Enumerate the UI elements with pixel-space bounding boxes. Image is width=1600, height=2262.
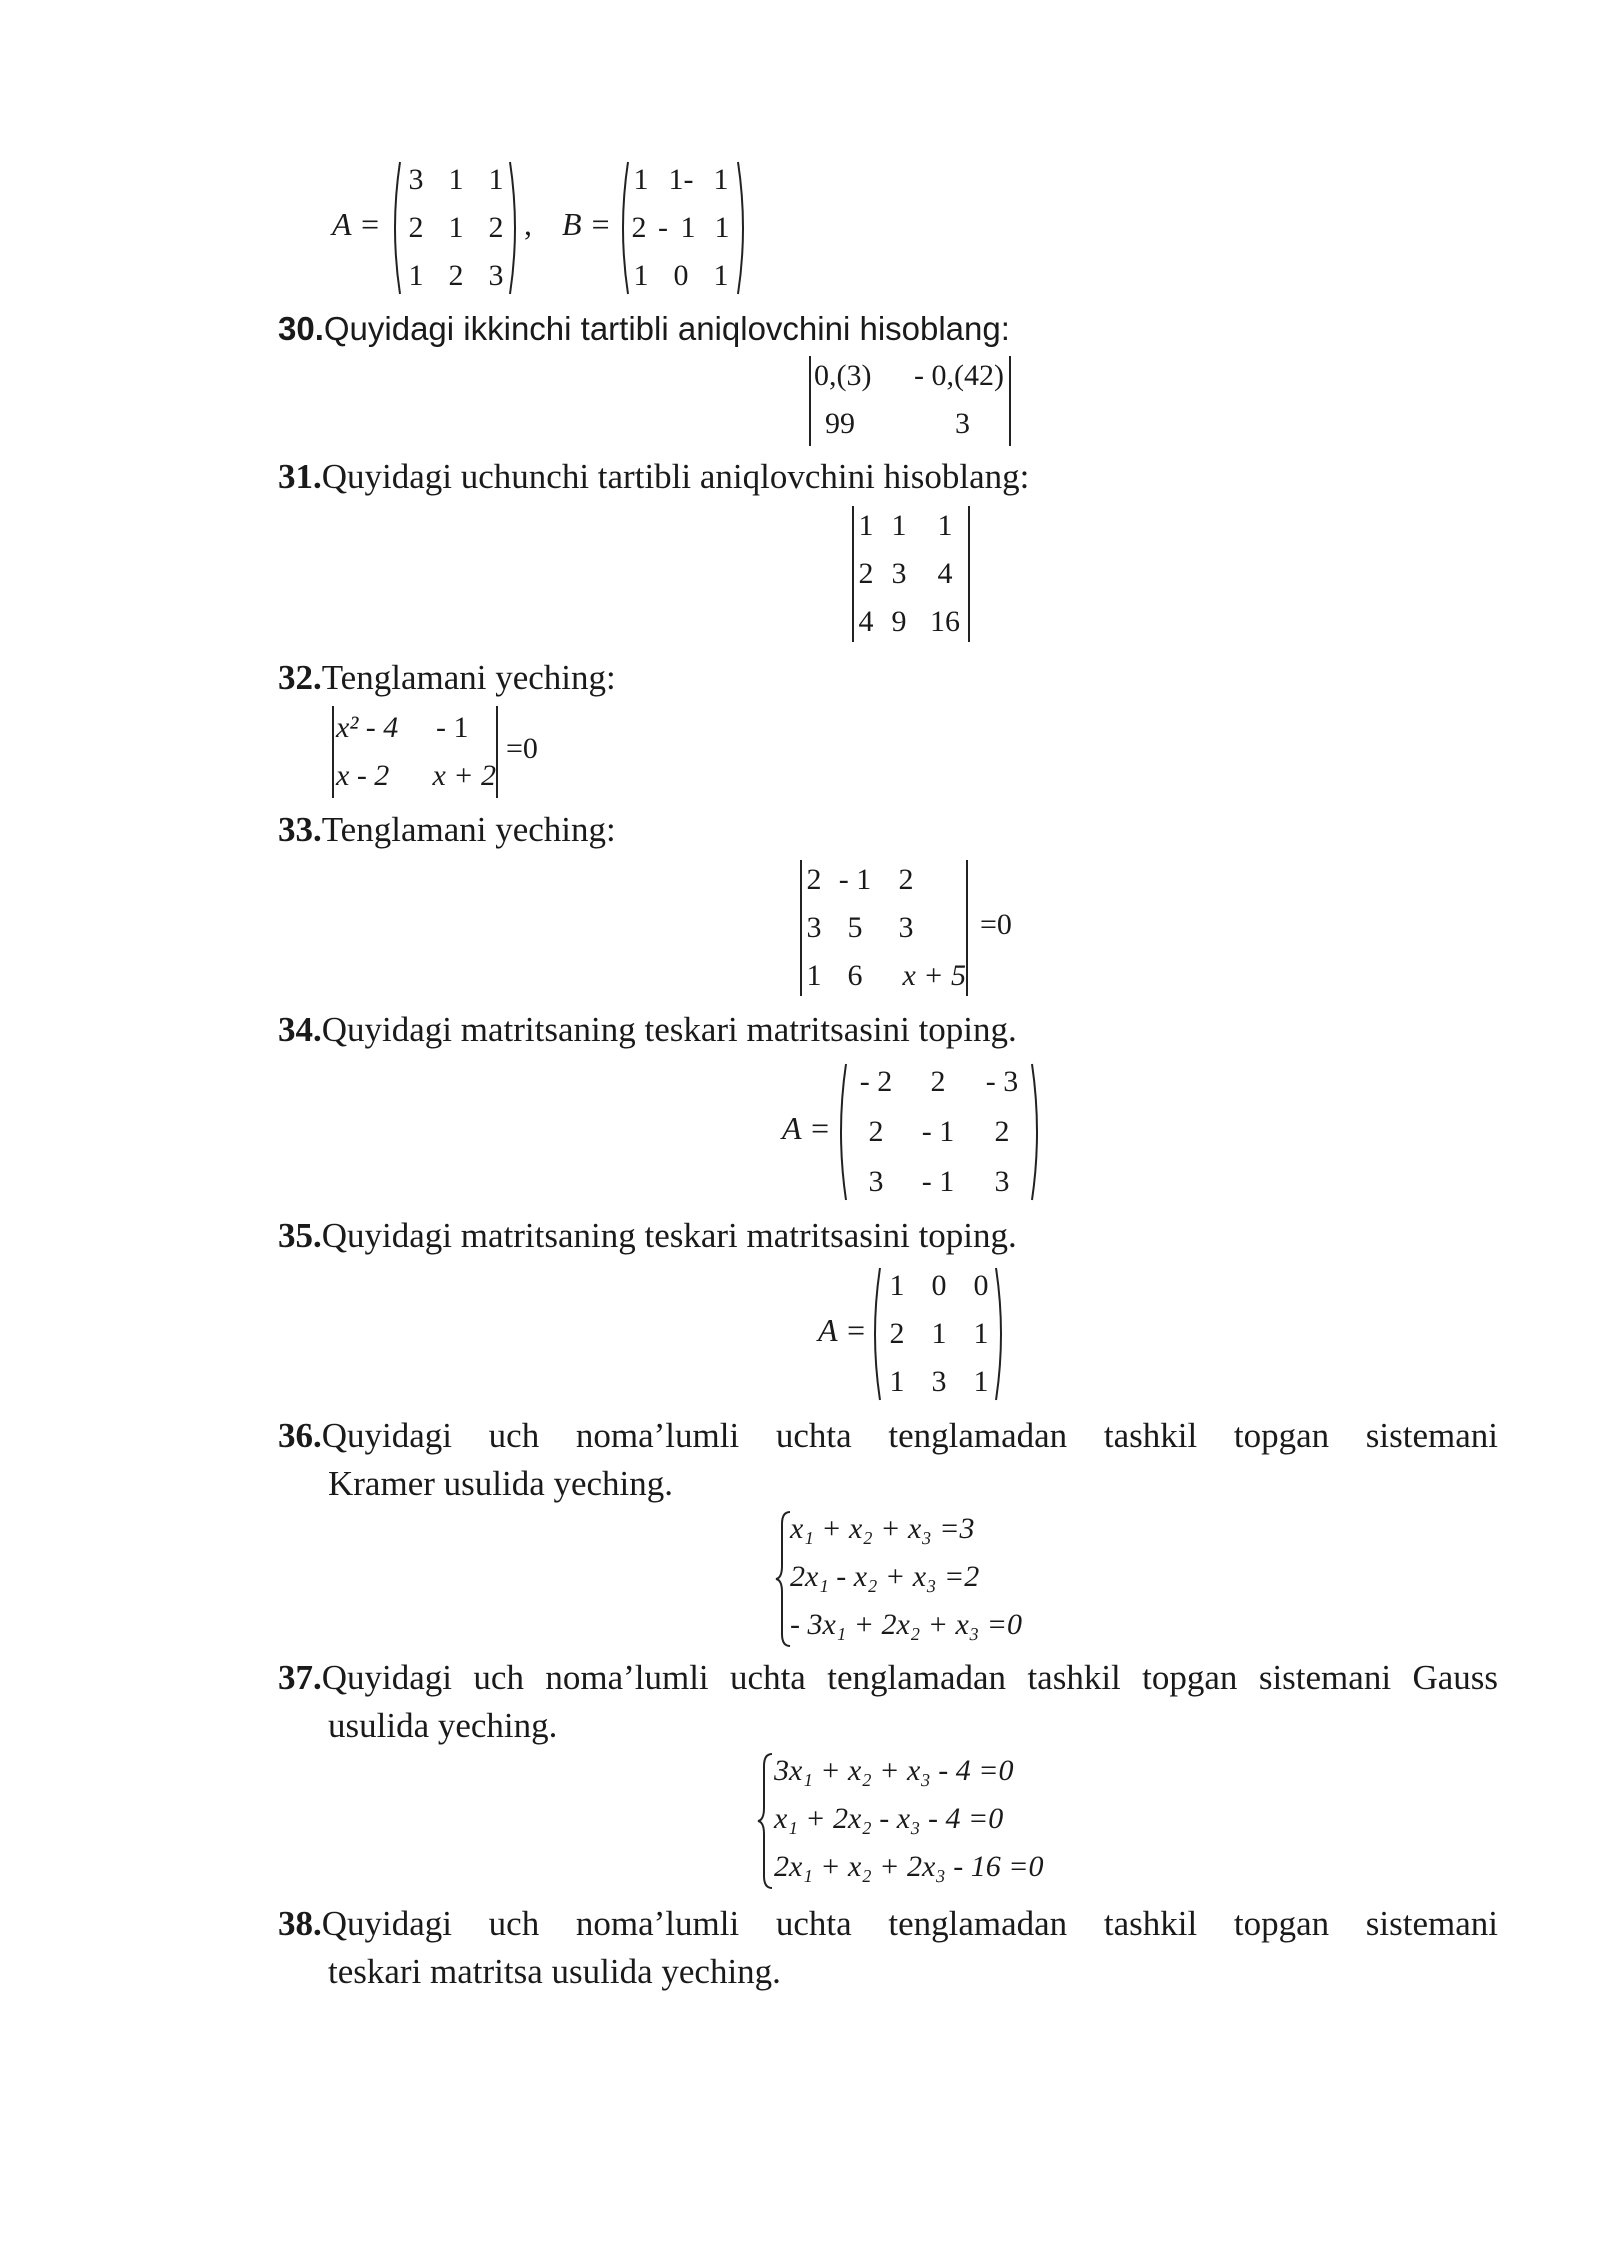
problem-number: 35. xyxy=(278,1216,322,1255)
equation-rhs: =0 xyxy=(980,908,1012,941)
det-cell: 1 xyxy=(806,959,822,992)
matrix-cell: 1 xyxy=(931,1317,947,1350)
matrix-cell: 3 xyxy=(931,1365,947,1398)
determinant-33 xyxy=(804,856,966,1000)
problem-first-line xyxy=(278,1654,1498,1702)
matrix-cell: 1 xyxy=(448,211,464,244)
problem-35 xyxy=(278,1212,1498,1260)
matrix-cell: 2 xyxy=(889,1317,905,1350)
det-bar-right xyxy=(968,506,970,642)
equation-line: x₁ + 2x₂ - x₃ - 4 =0 xyxy=(774,1802,1004,1835)
matrix-cell: - 1 xyxy=(921,1115,955,1148)
matrix-cell: 2 xyxy=(868,1115,884,1148)
det-cell: 3 xyxy=(955,407,970,440)
matrix-cell: 3 xyxy=(488,259,504,292)
problem-text: Tenglamani yeching: xyxy=(321,810,616,849)
matrix-b-right-paren xyxy=(736,160,750,296)
system-brace xyxy=(756,1752,774,1890)
det-bar-right xyxy=(966,860,968,996)
equation-line: 3x₁ + x₂ + x₃ - 4 =0 xyxy=(774,1754,1014,1787)
matrix-cell: 1 xyxy=(713,163,729,196)
matrix-right-paren xyxy=(994,1266,1008,1402)
matrix-b-label: B = xyxy=(562,206,612,242)
matrix-cell: 1 xyxy=(973,1317,989,1350)
equation-line: - 3x₁ + 2x₂ + x₃ =0 xyxy=(790,1608,1022,1641)
matrix-cell: 0 xyxy=(931,1269,947,1302)
matrix-cell: 2 xyxy=(994,1115,1010,1148)
det-cell: - 1 xyxy=(838,863,872,896)
matrix-separator: , xyxy=(524,206,532,242)
det-cell: 1 xyxy=(858,509,874,542)
matrix-right-paren xyxy=(1030,1062,1044,1202)
det-cell: 0,(3) xyxy=(814,359,872,392)
det-bar-left xyxy=(800,860,802,996)
determinant-30 xyxy=(810,352,1010,448)
det-cell: x - 2 xyxy=(336,759,390,792)
det-cell: 99 xyxy=(825,407,855,440)
det-bar-left xyxy=(332,706,334,798)
matrix-cell: 2 xyxy=(631,211,647,244)
problem-number: 36. xyxy=(278,1416,322,1455)
matrix-cell: 1 xyxy=(633,259,649,292)
problem-text: Quyidagi matritsaning teskari matritsasini toping. xyxy=(321,1216,1017,1255)
det-bar-right xyxy=(496,706,498,798)
determinant-31 xyxy=(856,502,968,646)
problem-number: 34. xyxy=(278,1010,322,1049)
problem-33 xyxy=(278,806,1498,854)
matrix-label: A = xyxy=(818,1312,867,1348)
equation-line: 2x₁ + x₂ + 2x₃ - 16 =0 xyxy=(774,1850,1044,1883)
matrix-cell: 1 xyxy=(488,163,504,196)
problem-first-line xyxy=(278,1900,1498,1948)
det-cell: 1 xyxy=(891,509,907,542)
equation-line: 2x₁ - x₂ + x₃ =2 xyxy=(790,1560,980,1593)
problem-text: Quyidagi uchunchi tartibli aniqlovchini hisoblang: xyxy=(321,457,1030,496)
matrix-cell: 1- xyxy=(668,163,694,196)
problem-32 xyxy=(278,654,1498,702)
det-cell: - 1 xyxy=(436,711,469,744)
matrix-cell: 1 xyxy=(713,259,729,292)
determinant-32 xyxy=(336,704,496,800)
problem-number: 30. xyxy=(278,310,324,347)
det-cell: 2 xyxy=(858,557,874,590)
matrix-cell: 1 xyxy=(680,211,696,244)
matrix-cell: 2 xyxy=(930,1065,946,1098)
det-cell: 3 xyxy=(891,557,907,590)
matrix-cell: 1 xyxy=(889,1365,905,1398)
equation-rhs: =0 xyxy=(506,732,538,765)
problem-37 xyxy=(278,1654,1498,1750)
det-bar-right xyxy=(1009,356,1011,446)
matrix-35 xyxy=(876,1262,1002,1406)
problem-text: Quyidagi uch noma’lumli uchta tenglamadan tashkil topgan sistemani xyxy=(321,1904,1498,1943)
problem-36 xyxy=(278,1412,1498,1508)
problem-34 xyxy=(278,1006,1498,1054)
det-cell: 16 xyxy=(930,605,960,638)
equation-line: x₁ + x₂ + x₃ =3 xyxy=(790,1512,975,1545)
problem-text: Tenglamani yeching: xyxy=(321,658,616,697)
matrix-a-label: A = xyxy=(332,206,381,242)
matrix-34 xyxy=(846,1058,1034,1208)
matrix-cell: 1 xyxy=(633,163,649,196)
matrix-cell: 1 xyxy=(973,1365,989,1398)
matrix-cell: 1 xyxy=(714,211,730,244)
det-cell: 4 xyxy=(858,605,874,638)
det-cell: 3 xyxy=(898,911,914,944)
problem-31 xyxy=(278,453,1498,501)
det-cell: 9 xyxy=(891,605,907,638)
matrix-a-right-paren xyxy=(508,160,522,296)
matrix-cell: 2 xyxy=(488,211,504,244)
matrix-cell: 1 xyxy=(448,163,464,196)
det-bar-left xyxy=(809,356,811,446)
problem-30 xyxy=(278,305,1498,353)
matrix-cell: - 3 xyxy=(985,1065,1019,1098)
problem-text-continued: Kramer usulida yeching. xyxy=(328,1464,674,1503)
det-cell: 4 xyxy=(937,557,953,590)
matrix-cell: 2 xyxy=(448,259,464,292)
matrix-label: A = xyxy=(782,1110,831,1146)
det-cell: x + 5 xyxy=(902,959,966,992)
problem-text-continued: usulida yeching. xyxy=(328,1706,558,1745)
matrix-b xyxy=(624,156,744,300)
det-cell: x + 2 xyxy=(432,759,496,792)
det-bar-left xyxy=(852,506,854,642)
det-cell: 2 xyxy=(806,863,822,896)
problem-38 xyxy=(278,1900,1498,1996)
matrix-cell: 3 xyxy=(868,1165,884,1198)
matrix-cell: - 2 xyxy=(859,1065,893,1098)
matrix-cell: - xyxy=(658,211,668,244)
problem-text-continued: teskari matritsa usulida yeching. xyxy=(328,1952,781,1991)
det-cell: 6 xyxy=(847,959,863,992)
problem-first-line xyxy=(278,1412,1498,1460)
matrix-cell: 2 xyxy=(408,211,424,244)
problem-text: Quyidagi uch noma’lumli uchta tenglamadan tashkil topgan sistemani Gauss xyxy=(321,1658,1498,1697)
problem-number: 38. xyxy=(278,1904,322,1943)
problem-number: 37. xyxy=(278,1658,322,1697)
det-cell: 5 xyxy=(847,911,863,944)
det-cell: 1 xyxy=(937,509,953,542)
matrix-cell: 0 xyxy=(673,259,689,292)
matrix-a xyxy=(396,156,516,300)
matrix-cell: - 1 xyxy=(921,1165,955,1198)
det-cell: x² - 4 xyxy=(336,711,399,744)
matrix-cell: 1 xyxy=(889,1269,905,1302)
matrix-cell: 3 xyxy=(994,1165,1010,1198)
problem-number: 31. xyxy=(278,457,322,496)
problem-text: Quyidagi uch noma’lumli uchta tenglamadan tashkil topgan sistemani xyxy=(321,1416,1498,1455)
det-cell: 3 xyxy=(806,911,822,944)
problem-number: 32. xyxy=(278,658,322,697)
problem-text: Quyidagi ikkinchi tartibli aniqlovchini hisoblang: xyxy=(323,310,1010,347)
matrix-cell: 3 xyxy=(408,163,424,196)
det-cell: 2 xyxy=(898,863,914,896)
problem-text: Quyidagi matritsaning teskari matritsasini toping. xyxy=(321,1010,1017,1049)
problem-number: 33. xyxy=(278,810,322,849)
det-cell: - 0,(42) xyxy=(914,359,1004,392)
matrix-cell: 1 xyxy=(408,259,424,292)
matrix-cell: 0 xyxy=(973,1269,989,1302)
